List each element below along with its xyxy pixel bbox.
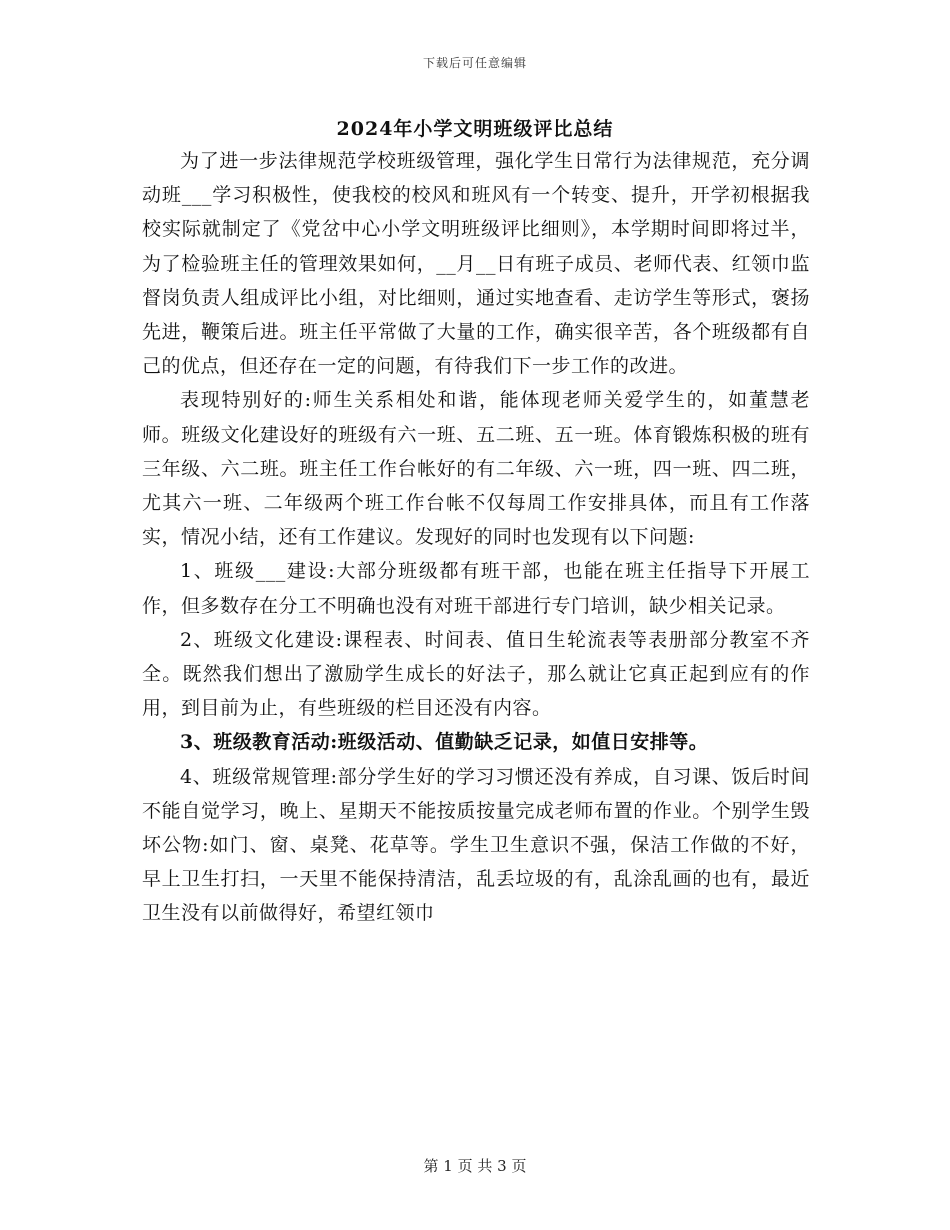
page-number: 第 1 页 共 3 页: [423, 1157, 527, 1175]
paragraph-issue-3: 3、班级教育活动:班级活动、值勤缺乏记录，如值日安排等。: [180, 731, 709, 754]
paragraph-issue-1: 1、班级___建设:大部分班级都有班干部，也能在班主任指导下开展工作，但多数存在分工不明确也没有对班干部进行专门培训，缺少相关记录。: [142, 560, 810, 617]
paragraph-issue-4: 4、班级常规管理:部分学生好的学习习惯还没有养成，自习课、饭后时间不能自觉学习，晚上、星期天不能按质按量完成老师布置的作业。个别学生毁坏公物:如门、窗、桌凳、花草等。学生卫生意识不强，保洁工作做的不好，早上卫生打扫，一天里不能保持清洁，乱丢垃圾的有，乱涂乱画的也有，最近卫生没有以前做得好，希望红领巾: [142, 765, 810, 925]
document-title: 2024年小学文明班级评比总结: [336, 118, 614, 140]
header-note: 下载后可任意编辑: [422, 56, 527, 70]
paragraph-highlights: 表现特别好的:师生关系相处和谐，能体现老师关爱学生的，如董慧老师。班级文化建设好的班级有六一班、五二班、五一班。体育锻炼积极的班有三年级、六二班。班主任工作台帐好的有二年级、六一班，四一班、四二班，尤其六一班、二年级两个班工作台帐不仅每周工作安排具体，而且有工作落实，情况小结，还有工作建议。发现好的同时也发现有以下问题:: [142, 389, 810, 549]
paragraph-intro: 为了进一步法律规范学校班级管理，强化学生日常行为法律规范，充分调动班___学习积极性，使我校的校风和班风有一个转变、提升，开学初根据我校实际就制定了《党岔中心小学文明班级评比细则》，本学期时间即将过半，为了检验班主任的管理效果如何，__月__日有班子成员、老师代表、红领巾监督岗负责人组成评比小组，对比细则，通过实地查看、走访学生等形式，褒扬先进，鞭策后进。班主任平常做了大量的工作，确实很辛苦，各个班级都有自己的优点，但还存在一定的问题，有待我们下一步工作的改进。: [142, 150, 810, 378]
document-body: [142, 144, 810, 931]
paragraph-issue-2: 2、班级文化建设:课程表、时间表、值日生轮流表等表册部分教室不齐全。既然我们想出了激励学生成长的好法子，那么就让它真正起到应有的作用，到目前为止，有些班级的栏目还没有内容。: [142, 628, 810, 720]
